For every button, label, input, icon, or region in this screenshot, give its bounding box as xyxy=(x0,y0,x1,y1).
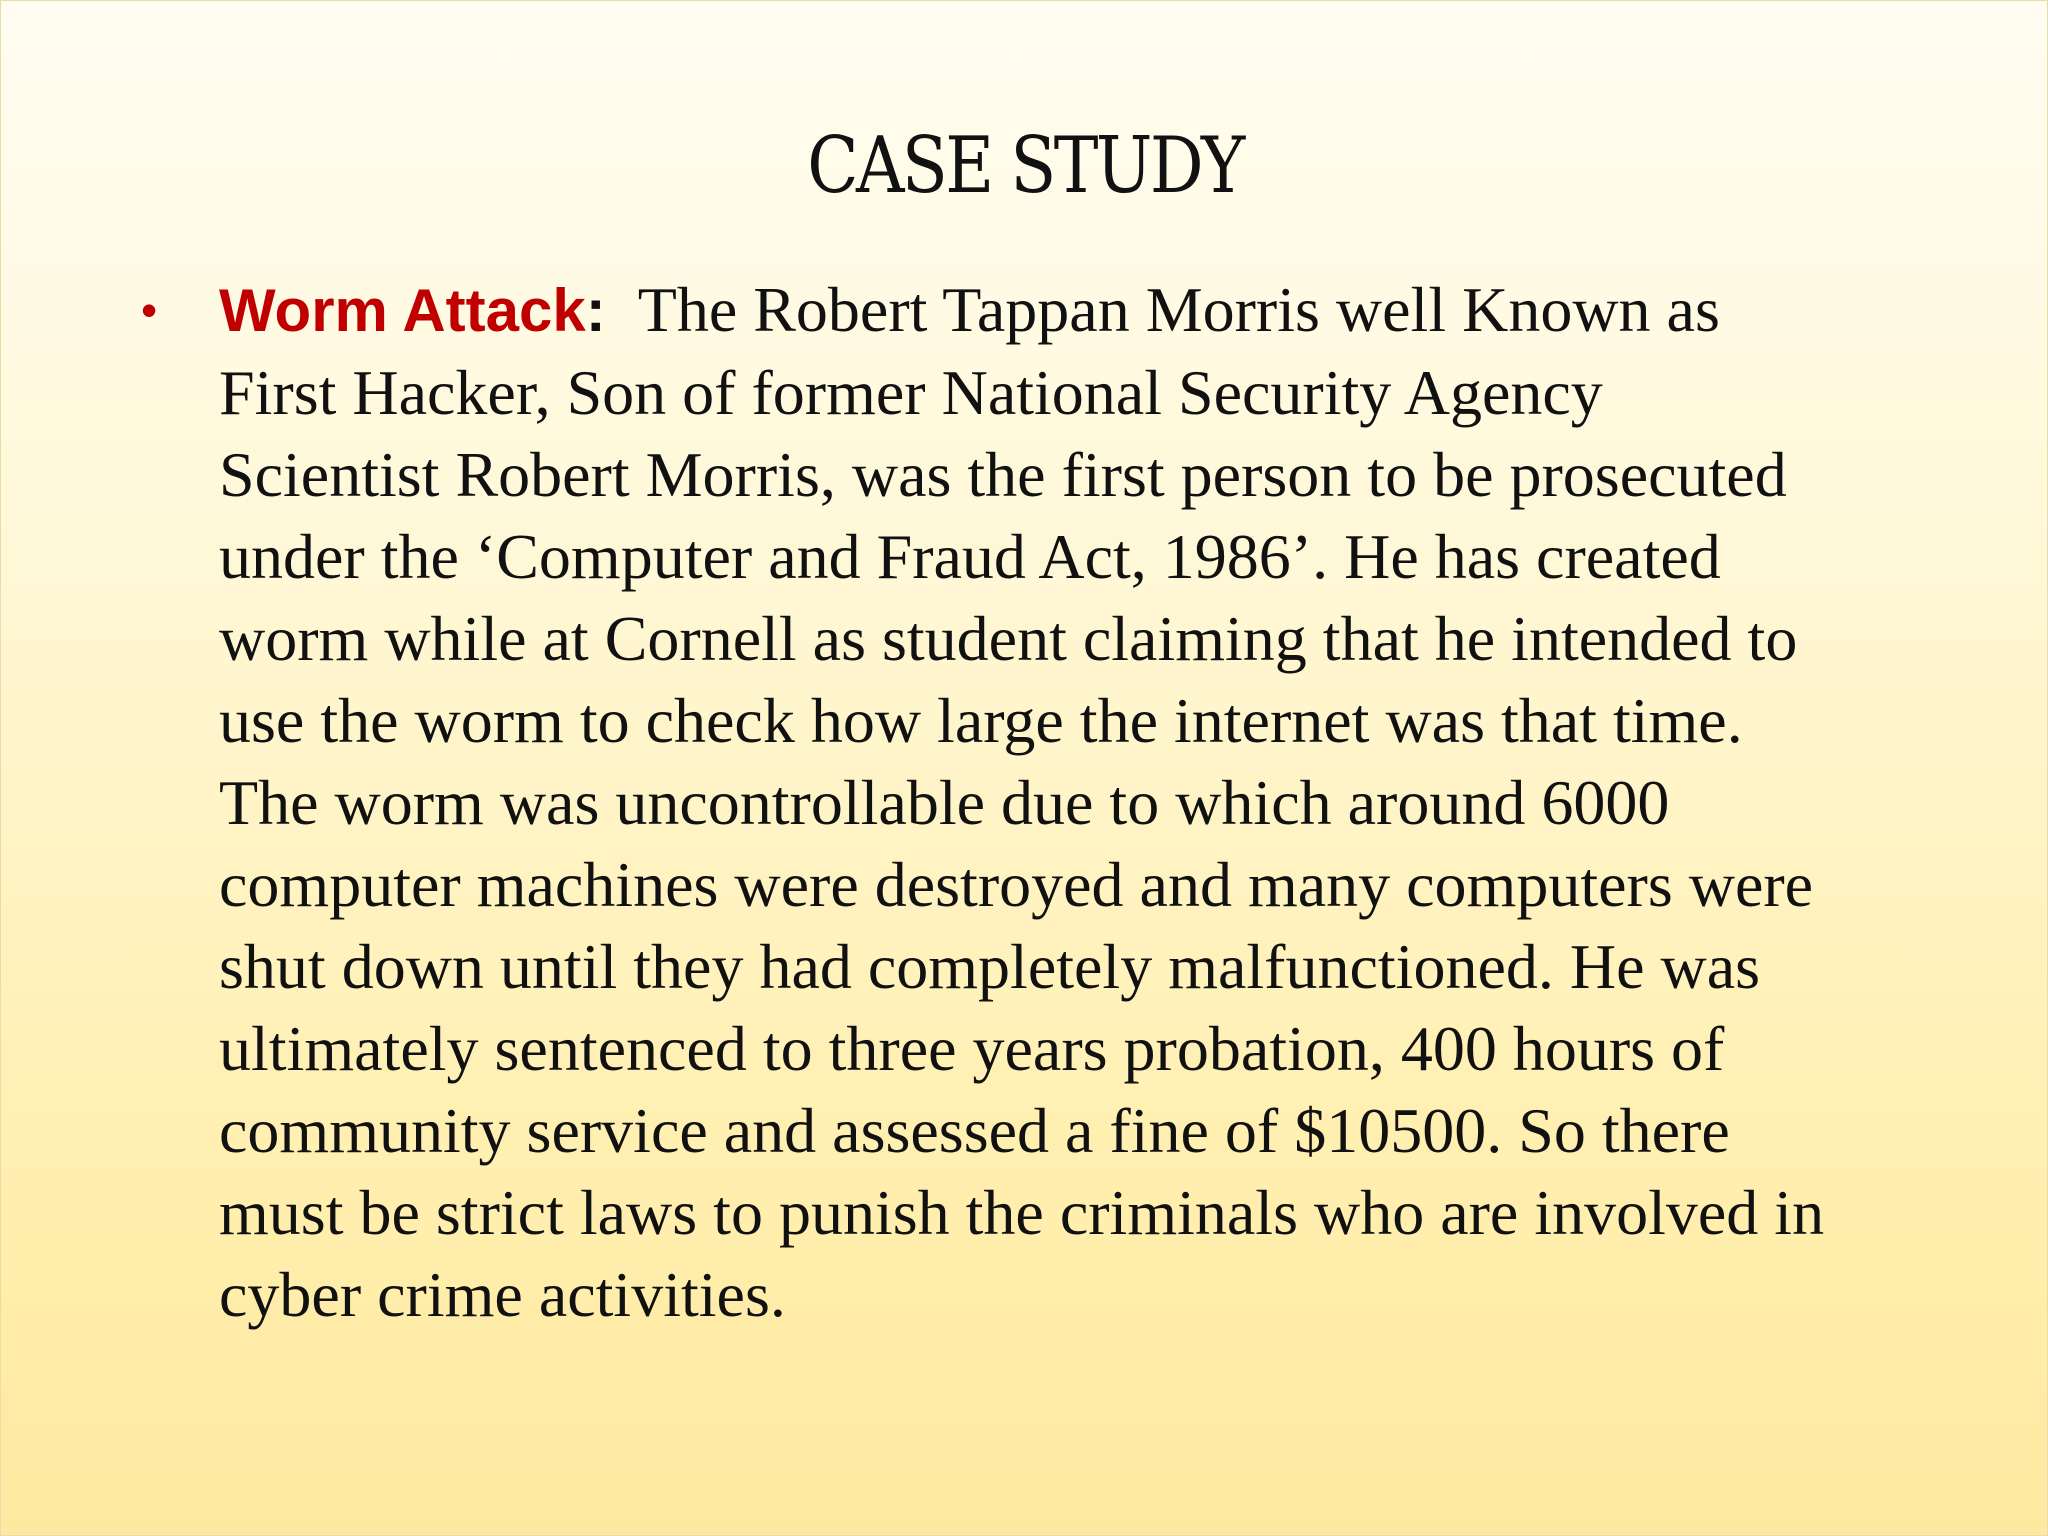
bullet-heading: Worm Attack xyxy=(219,277,586,344)
bullet-colon: : xyxy=(585,277,606,344)
bullet-line-text: The Robert Tappan Morris well Known as xyxy=(637,274,1720,345)
bullet-line: worm while at Cornell as student claiming that he intended to xyxy=(219,603,1798,674)
bullet-marker: • xyxy=(141,284,158,336)
bullet-line: The worm was uncontrollable due to which around 6000 xyxy=(219,767,1670,838)
bullet-line: cyber crime activities. xyxy=(219,1259,786,1330)
bullet-line: First Hacker, Son of former National Security Agency xyxy=(219,357,1603,428)
bullet-line: community service and assessed a fine of $10500. So there xyxy=(219,1095,1730,1166)
bullet-text xyxy=(219,269,1939,1336)
bullet-line: must be strict laws to punish the criminals who are involved in xyxy=(219,1177,1825,1248)
bullet-line: under the ‘Computer and Fraud Act, 1986’. He has created xyxy=(219,521,1721,592)
bullet-line: use the worm to check how large the internet was that time. xyxy=(219,685,1743,756)
bullet-line: Scientist Robert Morris, was the first person to be prosecuted xyxy=(219,439,1787,510)
bullet-line xyxy=(219,269,1939,352)
bullet-line: shut down until they had completely malfunctioned. He was xyxy=(219,931,1760,1002)
slide-content xyxy=(141,269,1941,1336)
bullet-item xyxy=(141,269,1941,1336)
bullet-line: computer machines were destroyed and many computers were xyxy=(219,849,1814,920)
slide-title: CASE STUDY xyxy=(807,121,1243,211)
bullet-line: ultimately sentenced to three years probation, 400 hours of xyxy=(219,1013,1725,1084)
